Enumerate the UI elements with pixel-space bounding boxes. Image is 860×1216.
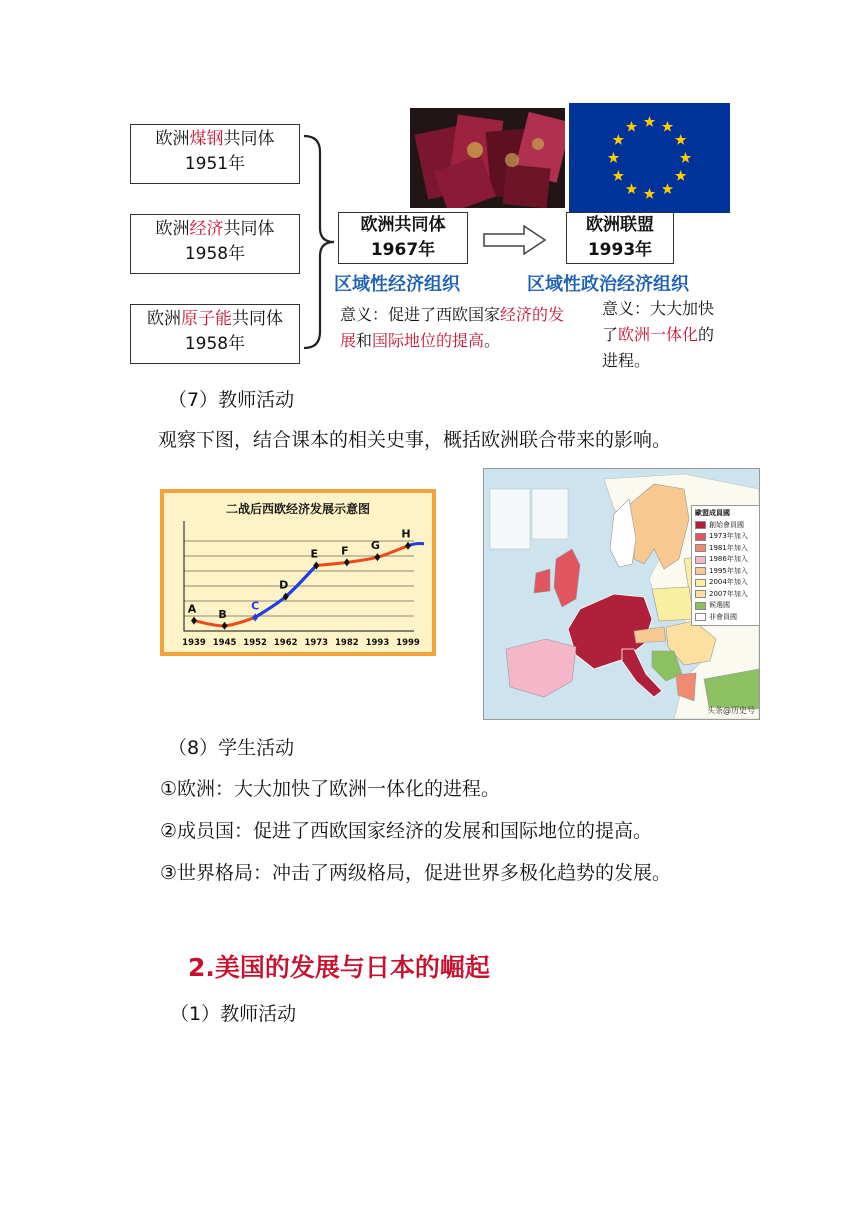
ec-meaning-end: 。	[484, 331, 501, 350]
ecsc-post: 共同体	[223, 129, 275, 149]
chart-x-tick-label: 1993	[365, 638, 390, 648]
ec-meaning-develop: 的发展	[340, 305, 565, 350]
eu-meaning-mid: 快了	[602, 299, 715, 344]
chart-series-line-late	[316, 546, 408, 566]
ecsc-year: 1951年	[184, 154, 246, 174]
map-legend-item	[695, 520, 760, 532]
chart-point	[191, 617, 197, 625]
map-legend-label: 候選國	[709, 601, 730, 609]
student-point-1: ①欧洲：大大加快了欧洲一体化的进程。	[160, 778, 501, 800]
chart-point	[405, 542, 411, 550]
map-legend-swatch	[695, 579, 706, 587]
eec-year: 1958年	[184, 244, 246, 264]
map-legend-swatch	[695, 521, 706, 529]
chart-point	[344, 558, 350, 566]
chart-title: 二战后西欧经济发展示意图	[225, 502, 371, 516]
map-legend-item	[695, 543, 760, 555]
chart-point	[222, 622, 228, 630]
map-legend	[691, 505, 760, 626]
chart-point-label: H	[401, 527, 411, 541]
eu-type-label: 区域性政治经济组织	[527, 274, 689, 295]
economy-chart	[164, 493, 432, 652]
map-legend-label: 非會員國	[709, 612, 737, 621]
map-watermark: 头条@历史号	[707, 706, 755, 715]
map-legend-label: 創始會員國	[709, 520, 744, 529]
section7-text: 观察下图，结合课本的相关史事，概括欧洲联合带来的影响。	[158, 429, 672, 451]
map-legend-swatch	[695, 533, 706, 541]
map-legend-item	[695, 554, 760, 566]
eu-name: 欧洲联盟	[586, 215, 654, 235]
chart-point-label: D	[279, 578, 289, 592]
chart-point-label: C	[251, 599, 260, 613]
section2-heading: 2.美国的发展与日本的崛起	[188, 953, 490, 982]
map-legend-swatch	[695, 544, 706, 552]
map-legend-label: 2004年加入	[709, 578, 748, 586]
map-legend-swatch	[695, 602, 706, 610]
ec-type-label: 区域性经济组织	[334, 274, 460, 295]
chart-point	[374, 553, 380, 561]
chart-point-label: E	[310, 547, 319, 561]
map-legend-label: 1995年加入	[709, 566, 748, 575]
map-legend-label: 2007年加入	[709, 589, 748, 598]
passports-photo	[410, 108, 565, 208]
map-legend-swatch	[695, 556, 706, 564]
map-legend-item	[695, 577, 760, 589]
ec-meaning-econ: 经济	[500, 305, 533, 324]
eec-pre: 欧洲	[155, 219, 190, 239]
ec-name: 欧洲共同体	[360, 215, 446, 235]
ec-meaning-prefix: 意义：促进了西欧国家	[340, 305, 501, 324]
eu-meaning-hua: 化	[682, 325, 699, 344]
chart-x-tick-label: 1962	[273, 638, 298, 648]
ec-meaning-status: 国际地位的提高	[372, 331, 485, 350]
ec-box	[338, 212, 468, 264]
student-point-2: ②成员国：促进了西欧国家经济的发展和国际地位的提高。	[160, 820, 653, 842]
euratom-post: 共同体	[232, 309, 283, 329]
map-legend-title: 歐盟成員國	[695, 509, 730, 517]
eu-meaning-end: 的进程。	[602, 325, 715, 370]
section2-subtitle: （1）教师活动	[170, 1003, 297, 1025]
arrow-right-icon	[482, 224, 548, 256]
eu-meaning-prefix: 意义：大大加	[602, 299, 699, 318]
chart-point-label: G	[370, 539, 380, 553]
eec-post: 共同体	[223, 219, 275, 239]
chart-x-tick-label: 1982	[335, 638, 359, 648]
euratom-year: 1958年	[184, 334, 246, 354]
section7-title: （7）教师活动	[168, 389, 295, 411]
ec-meaning	[340, 302, 575, 354]
map-legend-swatch	[695, 613, 706, 621]
eu-flag	[569, 103, 730, 213]
chart-x-tick-label: 1945	[212, 638, 237, 648]
map-legend-swatch	[695, 590, 706, 598]
student-point-3: ③世界格局：冲击了两级格局，促进世界多极化趋势的发展。	[160, 862, 672, 884]
euratom-box	[130, 304, 300, 364]
chart-x-tick-label: 1999	[396, 638, 420, 648]
brace-icon	[300, 132, 340, 352]
ec-year: 1967年	[370, 240, 436, 260]
eu-map	[483, 468, 760, 720]
chart-point-label: A	[187, 602, 197, 616]
map-legend-label: 1981年加入	[709, 543, 748, 552]
chart-x-tick-label: 1952	[243, 638, 267, 648]
eu-meaning	[602, 296, 720, 374]
map-legend-item	[695, 612, 760, 624]
chart-x-tick-label: 1939	[182, 638, 206, 648]
chart-frame	[160, 489, 436, 656]
map-legend-item	[695, 600, 760, 612]
ec-meaning-and: 和	[356, 331, 373, 350]
chart-point-label: F	[341, 544, 349, 558]
ecsc-highlight: 煤钢	[189, 129, 224, 149]
eu-box	[566, 212, 674, 264]
map-legend-item	[695, 531, 760, 543]
eu-meaning-integration: 欧洲一体	[618, 325, 683, 344]
euratom-pre: 欧洲	[147, 309, 181, 329]
euratom-highlight: 原子能	[181, 309, 232, 329]
eu-year: 1993年	[587, 240, 653, 260]
map-legend-label: 1986年加入	[709, 555, 748, 563]
map-legend-item	[695, 589, 760, 601]
eec-box	[130, 214, 300, 274]
map-legend-swatch	[695, 567, 706, 575]
map-legend-item	[695, 566, 760, 578]
chart-point-label: B	[218, 607, 227, 621]
chart-x-tick-label: 1973	[304, 638, 329, 648]
ecsc-box	[130, 124, 300, 184]
eec-highlight: 经济	[189, 219, 224, 239]
ecsc-pre: 欧洲	[155, 129, 190, 149]
section8-title: （8）学生活动	[168, 737, 295, 759]
map-legend-label: 1973年加入	[709, 532, 748, 540]
